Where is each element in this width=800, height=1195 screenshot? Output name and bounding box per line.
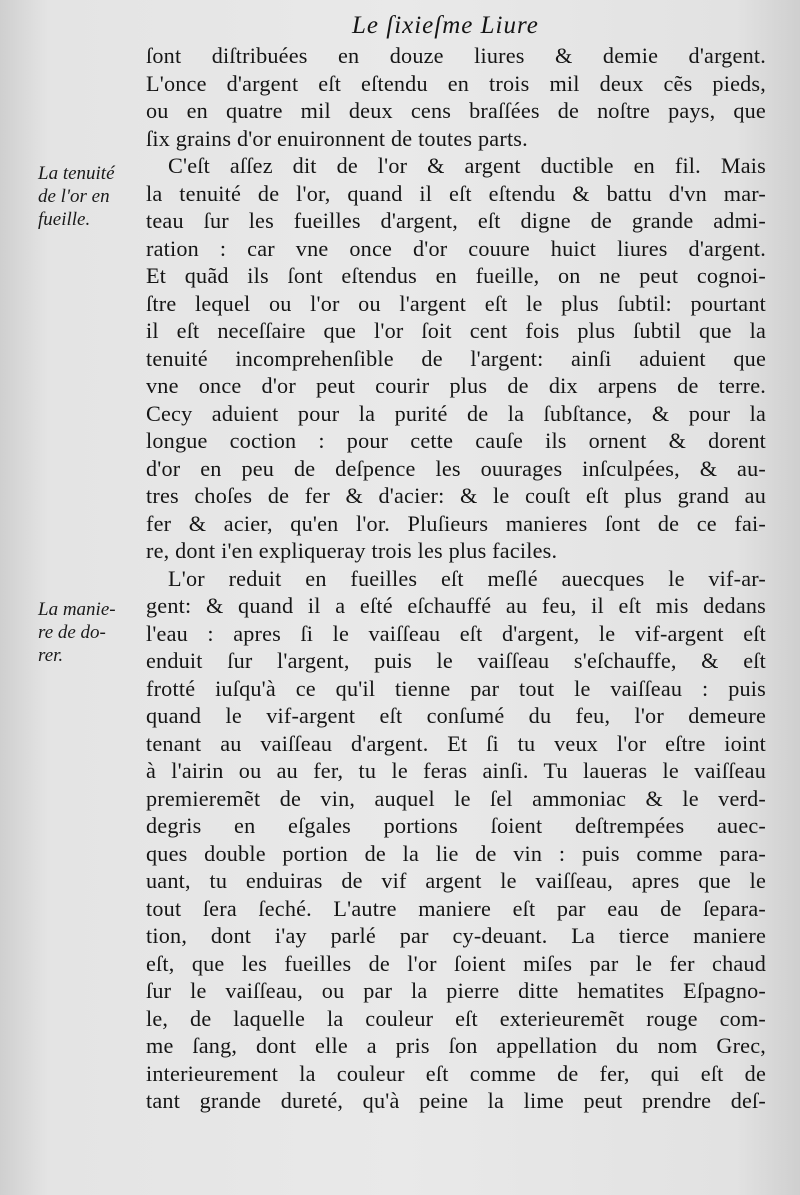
- text-line: longue coction : pour cette cauſe ils ornent & dorent: [146, 428, 766, 453]
- text-line: Cecy aduient pour la purité de la ſubſtance, & pour la: [146, 400, 766, 426]
- text-line: tion, dont i'ay parlé par cy-deuant. La tierce maniere: [146, 923, 766, 948]
- text-line: quand le vif-argent eſt conſumé du feu, l'or demeure: [146, 703, 766, 728]
- text-line: ſix grains d'or enuironnent de toutes parts.: [146, 125, 528, 151]
- text-line: tres choſes de fer & d'acier: & le couſt eſt plus grand au: [146, 483, 766, 508]
- text-line: il eſt neceſſaire que l'or ſoit cent fois plus ſubtil que la: [146, 318, 766, 343]
- paragraph-start-line: L'or reduit en fueilles eſt meſlé auecques le vif-ar-: [168, 565, 766, 591]
- text-line: re, dont i'en expliqueray trois les plus faciles.: [146, 538, 558, 563]
- text-line: ſont diſtribuées en douze liures & demie d'argent.: [146, 43, 766, 68]
- text-line: fer & acier, qu'en l'or. Pluſieurs manieres ſont de ce fai-: [146, 510, 766, 536]
- text-line: teau ſur les fueilles d'argent, eſt digne de grande admi-: [146, 208, 766, 233]
- text-line: le, de laquelle la couleur eſt exterieuremẽt rouge com-: [146, 1005, 766, 1031]
- text-line: ſur le vaiſſeau, ou par la pierre ditte hematites Eſpagno-: [146, 978, 766, 1003]
- text-line: ou en quatre mil deux cens braſſées de noſtre pays, que: [146, 98, 766, 123]
- text-line: ques double portion de la lie de vin : puis comme para-: [146, 840, 766, 866]
- text-line: tant grande dureté, qu'à peine la lime peut prendre deſ-: [146, 1088, 766, 1113]
- text-line: tenant au vaiſſeau d'argent. Et ſi tu veux l'or eſtre ioint: [146, 730, 766, 756]
- text-line: tout ſera ſeché. L'autre maniere eſt par eau de ſepara-: [146, 895, 766, 921]
- text-line: gent: & quand il a eſté eſchauffé au feu, il eſt mis dedans: [146, 593, 766, 618]
- text-line: frotté iuſqu'à ce qu'il tienne par tout le vaiſſeau : puis: [146, 675, 766, 701]
- running-head: Le ſixieſme Liure: [352, 12, 539, 39]
- paragraph-start-line: C'eſt aſſez dit de l'or & argent ductible en fil. Mais: [168, 153, 766, 178]
- text-line: ration : car vne once d'or couure huict liures d'argent.: [146, 235, 766, 261]
- text-line: premieremẽt de vin, auquel le ſel ammoniac & le verd-: [146, 785, 766, 811]
- margin-note-maniere-dorer: La manie- re de do- rer.: [38, 599, 116, 666]
- margin-note-tenuite: La tenuité de l'or en fueille.: [38, 163, 115, 230]
- text-line: à l'airin ou au fer, tu le feras ainſi. Tu laueras le vaiſſeau: [146, 758, 766, 783]
- text-line: d'or en peu de deſpence les ouurages inſculpées, & au-: [146, 455, 766, 481]
- text-line: la tenuité de l'or, quand il eſt eſtendu & battu d'vn mar-: [146, 180, 766, 206]
- text-line: l'eau : apres ſi le vaiſſeau eſt d'argent, le vif-argent eſt: [146, 620, 766, 646]
- text-line: interieurement la couleur eſt comme de fer, qui eſt de: [146, 1060, 766, 1086]
- text-line: tenuité incomprehenſible de l'argent: ainſi aduient que: [146, 345, 766, 371]
- text-line: ſtre lequel ou l'or ou l'argent eſt le plus ſubtil: pourtant: [146, 290, 766, 316]
- body-text: [146, 42, 766, 1115]
- text-line: eſt, que les fueilles de l'or ſoient miſes par le fer chaud: [146, 950, 766, 976]
- text-line: enduit ſur l'argent, puis le vaiſſeau s'eſchauffe, & eſt: [146, 648, 766, 673]
- text-line: me ſang, dont elle a pris ſon appellation du nom Grec,: [146, 1033, 766, 1058]
- text-line: degris en eſgales portions ſoient deſtrempées auec-: [146, 813, 766, 838]
- text-line: vne once d'or peut courir plus de dix arpens de terre.: [146, 373, 766, 398]
- text-line: Et quãd ils ſont eſtendus en fueille, on ne peut cognoi-: [146, 263, 766, 288]
- text-line: uant, tu enduiras de vif argent le vaiſſeau, apres que le: [146, 868, 766, 893]
- text-line: L'once d'argent eſt eſtendu en trois mil deux cẽs pieds,: [146, 70, 766, 96]
